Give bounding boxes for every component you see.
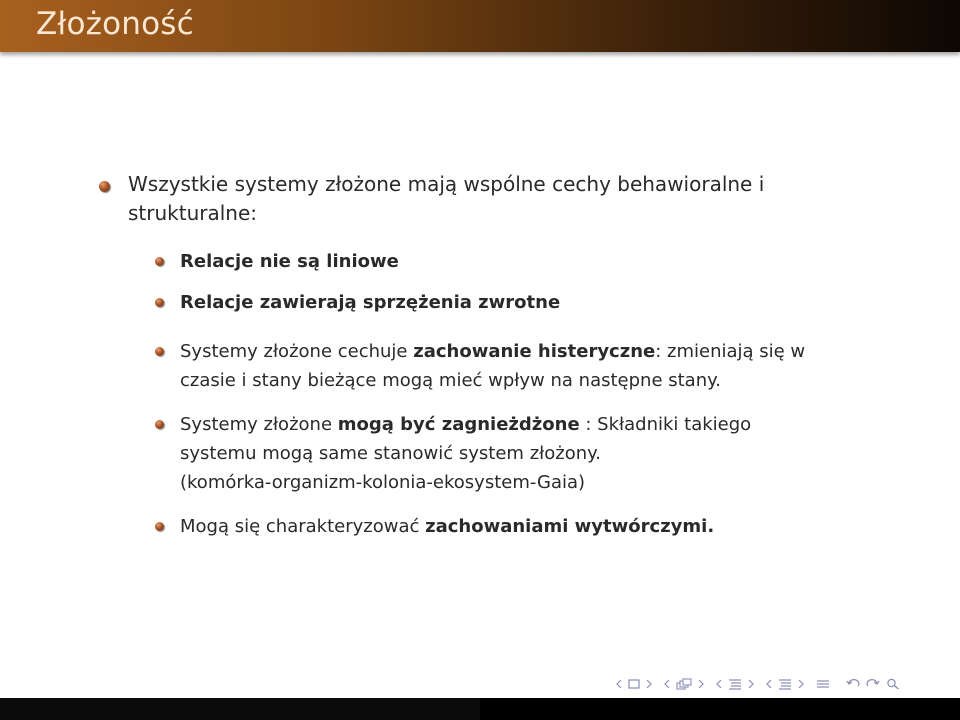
list-item-prefix: Mogą się charakteryzować bbox=[180, 516, 426, 537]
nav-prev-section-icon[interactable] bbox=[716, 678, 722, 690]
bullet-icon bbox=[155, 522, 164, 531]
slide-footer-bar bbox=[0, 698, 960, 720]
list-item bbox=[180, 410, 751, 497]
list-item-suffix: : Składniki takiego bbox=[579, 414, 752, 435]
bullet-icon bbox=[155, 257, 164, 266]
bullet-icon bbox=[155, 347, 164, 356]
list-item-line-2: systemu mogą same stanowić system złożony. bbox=[180, 443, 601, 464]
list-item-bold: mogą być zagnieżdżone bbox=[337, 414, 580, 435]
footer-right-panel bbox=[480, 698, 960, 720]
nav-prev-subsection-icon[interactable] bbox=[664, 678, 670, 690]
nav-prev-doc-icon[interactable] bbox=[766, 678, 772, 690]
intro-text bbox=[128, 170, 764, 228]
bullet-icon bbox=[99, 181, 110, 192]
list-item-line-3: (komórka-organizm-kolonia-ekosystem-Gaia) bbox=[180, 472, 586, 493]
list-item bbox=[180, 247, 399, 276]
list-item bbox=[180, 337, 805, 395]
nav-align-icon[interactable] bbox=[816, 678, 830, 690]
list-item bbox=[180, 512, 714, 541]
nav-next-section-icon[interactable] bbox=[748, 678, 754, 690]
list-item bbox=[180, 288, 560, 317]
nav-search-icon[interactable] bbox=[886, 678, 900, 690]
bullet-icon bbox=[155, 420, 164, 429]
list-item-bold: zachowaniami wytwórczymi. bbox=[425, 516, 715, 537]
footer-left-panel bbox=[0, 698, 480, 720]
bullet-icon bbox=[155, 298, 164, 307]
nav-back-icon[interactable] bbox=[846, 678, 860, 690]
beamer-navigation-bar bbox=[616, 676, 952, 692]
list-item-line-2: czasie i stany bieżące mogą mieć wpływ na następne stany. bbox=[180, 370, 721, 391]
nav-subsection-icon[interactable] bbox=[676, 678, 692, 690]
slide-title-bar bbox=[0, 0, 960, 52]
nav-next-frame-icon[interactable] bbox=[646, 678, 652, 690]
list-item-suffix: : zmieniają się w bbox=[655, 341, 806, 362]
list-item-text: Relacje nie są liniowe bbox=[180, 251, 399, 272]
list-item-text: Relacje zawierają sprzężenia zwrotne bbox=[180, 292, 561, 313]
nav-frame-icon[interactable] bbox=[628, 678, 640, 690]
nav-section-icon[interactable] bbox=[728, 678, 742, 690]
intro-line-2: strukturalne: bbox=[128, 201, 258, 225]
nav-next-subsection-icon[interactable] bbox=[698, 678, 704, 690]
intro-line-1: Wszystkie systemy złożone mają wspólne cechy behawioralne i bbox=[128, 172, 765, 196]
list-item-bold: zachowanie histeryczne bbox=[413, 341, 656, 362]
nav-prev-frame-icon[interactable] bbox=[616, 678, 622, 690]
slide-title: Złożoność bbox=[36, 6, 194, 42]
nav-forward-icon[interactable] bbox=[866, 678, 880, 690]
nav-next-doc-icon[interactable] bbox=[798, 678, 804, 690]
list-item-prefix: Systemy złożone bbox=[180, 414, 338, 435]
list-item-prefix: Systemy złożone cechuje bbox=[180, 341, 414, 362]
nav-doc-icon[interactable] bbox=[778, 678, 792, 690]
